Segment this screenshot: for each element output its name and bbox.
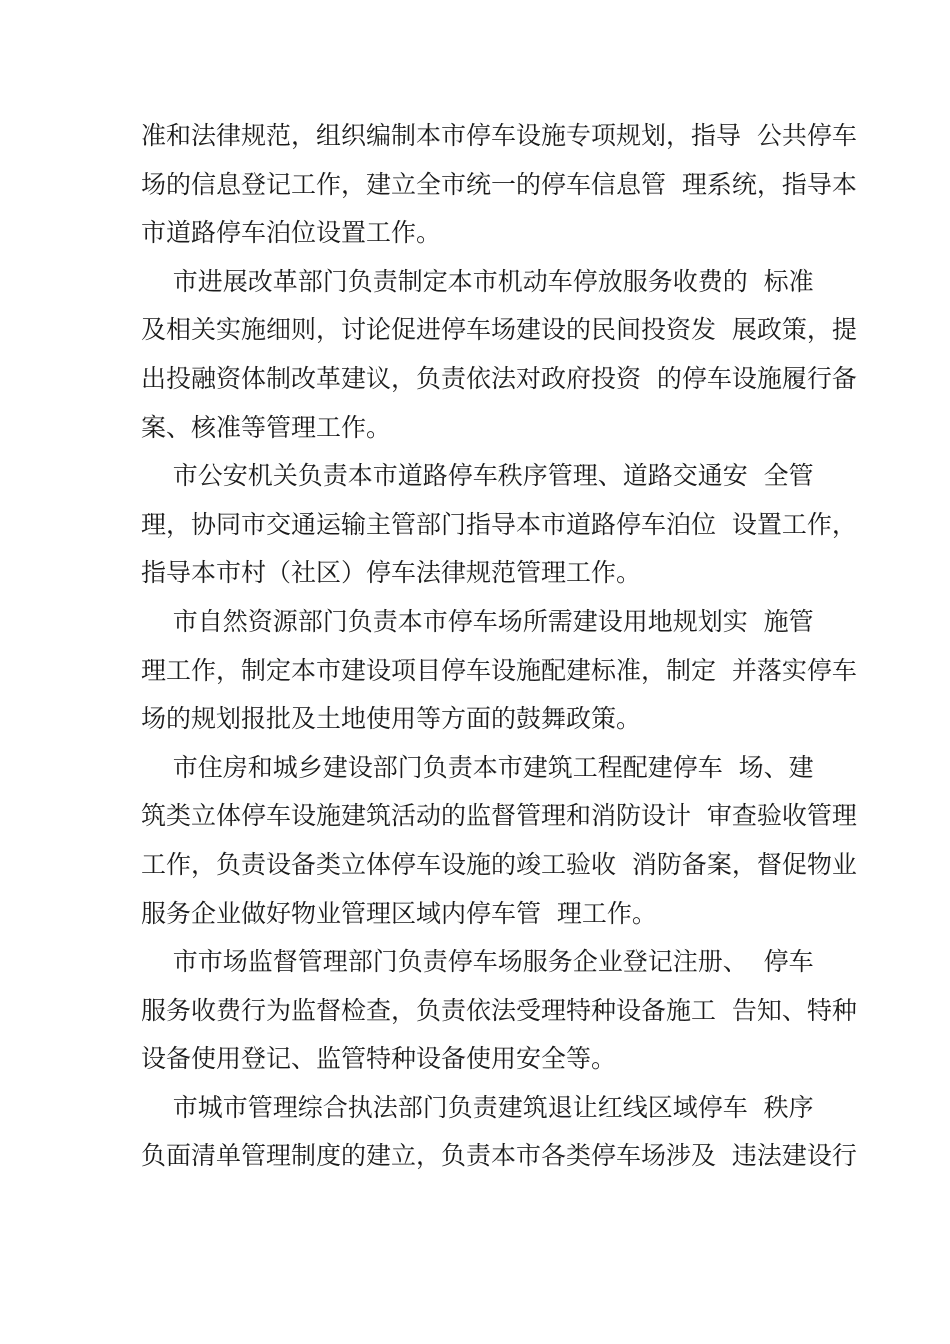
text-line: 服务企业做好物业管理区域内停车管 理工作。 bbox=[141, 898, 657, 928]
text-line: 及相关实施细则，讨论促进停车场建设的民间投资发 展政策，提 bbox=[141, 315, 857, 345]
paragraph bbox=[141, 452, 857, 598]
text-line: 市公安机关负责本市道路停车秩序管理、道路交通安 全管 bbox=[141, 461, 814, 491]
text-line: 市住房和城乡建设部门负责本市建筑工程配建停车 场、建 bbox=[141, 752, 814, 782]
text-line: 准和法律规范，组织编制本市停车设施专项规划，指导 公共停车 bbox=[141, 121, 857, 150]
paragraph bbox=[141, 258, 857, 452]
text-line: 工作，负责设备类立体停车设施的竣工验收 消防备案，督促物业 bbox=[141, 849, 857, 879]
text-line: 场的信息登记工作，建立全市统一的停车信息管 理系统，指导本 bbox=[141, 169, 857, 199]
text-line: 指导本市村（社区）停车法律规范管理工作。 bbox=[141, 558, 642, 588]
text-line: 设备使用登记、监管特种设备使用安全等。 bbox=[141, 1044, 617, 1074]
paragraph bbox=[141, 1084, 857, 1181]
text-line: 理，协同市交通运输主管部门指导本市道路停车泊位 设置工作， bbox=[141, 509, 857, 539]
paragraph bbox=[141, 112, 857, 258]
text-line: 负面清单管理制度的建立，负责本市各类停车场涉及 违法建设行 bbox=[141, 1141, 857, 1171]
text-line: 案、核准等管理工作。 bbox=[141, 412, 392, 442]
document-body bbox=[141, 112, 857, 1181]
text-line: 出投融资体制改革建议，负责依法对政府投资 的停车设施履行备 bbox=[141, 363, 857, 393]
text-line: 市市场监督管理部门负责停车场服务企业登记注册、 停车 bbox=[141, 947, 814, 977]
text-line: 市进展改革部门负责制定本市机动车停放服务收费的 标准 bbox=[141, 266, 814, 296]
text-line: 市自然资源部门负责本市停车场所需建设用地规划实 施管 bbox=[141, 606, 814, 636]
text-line: 理工作，制定本市建设项目停车设施配建标准，制定 并落实停车 bbox=[141, 655, 857, 685]
text-line: 市城市管理综合执法部门负责建筑退让红线区域停车 秩序 bbox=[141, 1092, 814, 1122]
text-line: 场的规划报批及土地使用等方面的鼓舞政策。 bbox=[141, 704, 642, 734]
paragraph bbox=[141, 938, 857, 1084]
text-line: 市道路停车泊位设置工作。 bbox=[141, 218, 442, 248]
text-line: 服务收费行为监督检查，负责依法受理特种设备施工 告知、特种 bbox=[141, 995, 857, 1025]
paragraph bbox=[141, 598, 857, 744]
text-line: 筑类立体停车设施建筑活动的监督管理和消防设计 审查验收管理 bbox=[141, 801, 857, 831]
paragraph bbox=[141, 744, 857, 938]
